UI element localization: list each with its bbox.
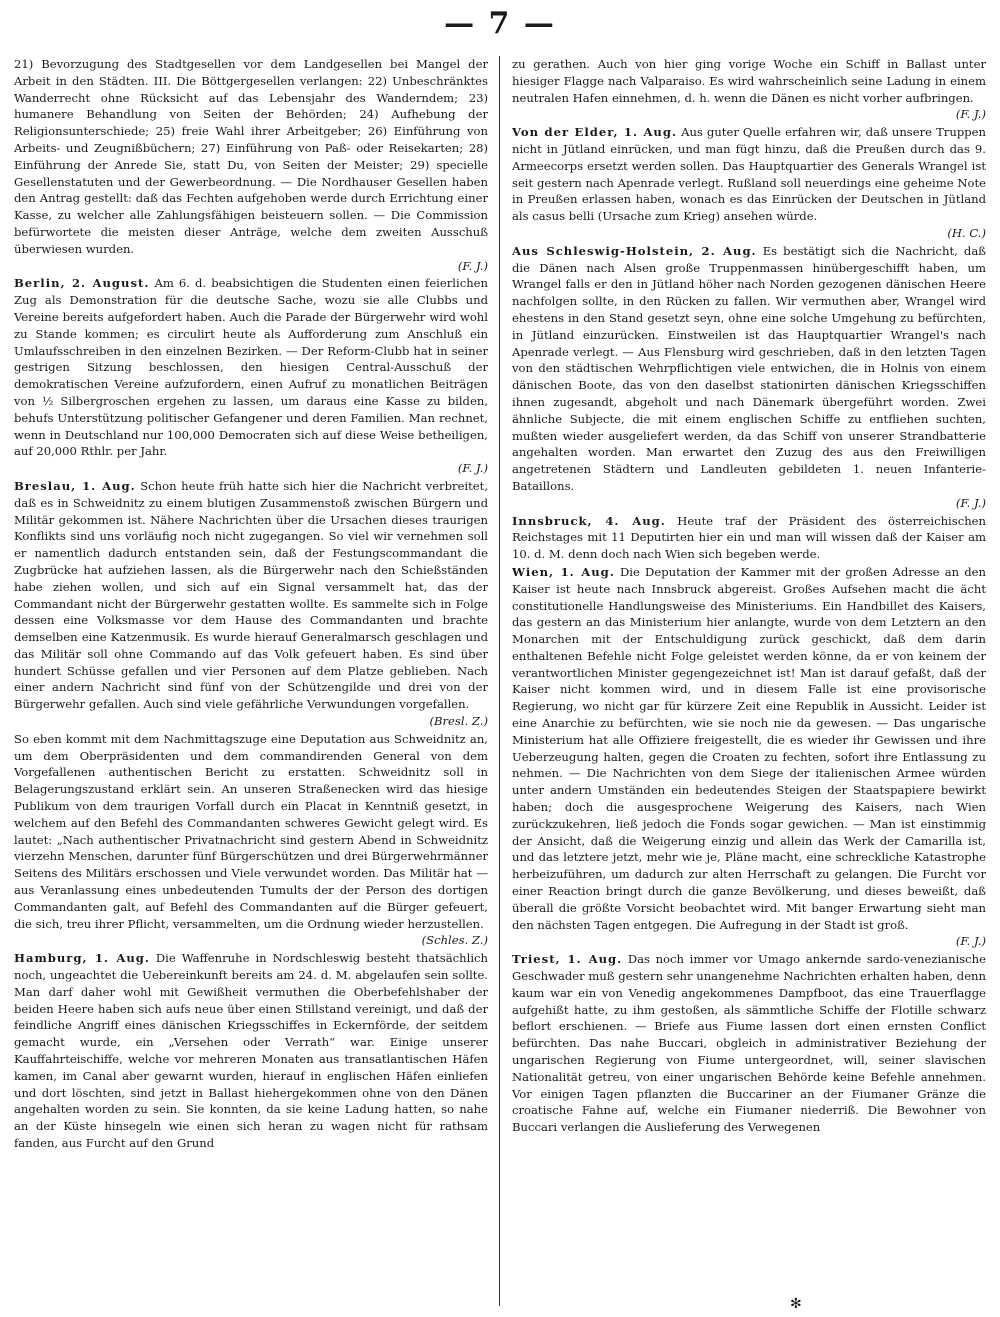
article-dateline: Innsbruck, 4. Aug.	[512, 513, 666, 528]
article-text: So eben kommt mit dem Nachmittagszuge eine Deputation aus Schweidnitz an, um dem Oberpräsidenten und dem commandirenden General von dem Vorgefallenen authentischen Bericht zu erstatten. Schweidnitz soll in Belagerungszustand erklärt sein. An unseren Straßenecken wird das hiesige Publikum von dem traurigen Vorfall durch ein Placat in Kenntniß gesetzt, in welchem auf den Befehl des Commandanten schweres Gewicht gelegt wird. Es lautet: „Nach authentischer Privatnachricht sind gestern Abend in Schweidnitz vierzehn Menschen, darunter fünf Bürgerschützen und drei Bürgerwehrmänner Seitens des Militärs erschossen und Viele verwundet worden. Das Militär hat — aus Veranlassung eines unbedeutenden Tumults der der Person des dortigen Commandanten galt, auf Befehl des Commandanten auf die Bürger gefeuert, die sich, treu ihrer Pflicht, versammelten, um die Ordnung wieder herzustellen.	[14, 731, 488, 931]
article-source: (Bresl. Z.)	[429, 714, 488, 729]
article-text: 21) Bevorzugung des Stadtgesellen vor dem Landgesellen bei Mangel der Arbeit in den Städten. III. Die Böttgergesellen verlangen: 22) Unbeschränktes Wanderrecht ohne Rücksicht auf das Lebensjahr des Wanderndem; 23) humanere Behandlung von Seiten der Behörden; 24) Aufhebung der Religionsunterschiede; 25) freie Wahl ihrer Arbeitgeber; 26) Einführung von Arbeits- und Zeugnißbüchern; 27) Einführung von Paß- oder Reisekarten; 28) Einführung der Anrede Sie, statt Du, von Seiten der Meister; 29) specielle Gesellenstatuten und der Gewerbeordnung. — Die Nordhauser Gesellen haben den Antrag gestellt: daß das Fechten aufgehoben werde durch Errichtung einer Kasse, zu welcher alle Zahlungsfähigen beisteuern sollen. — Die Commission befürwortete die meisten dieser Anträge, welche dem zweiten Ausschuß überwiesen wurden.	[14, 57, 488, 256]
news-article	[14, 275, 488, 477]
news-article	[512, 124, 986, 242]
article-text: zu gerathen. Auch von hier ging vorige Woche ein Schiff in Ballast unter hiesiger Flagge nach Valparaiso. Es wird wahrscheinlich seine Ladung in einem neutralen Hafen einnehmen, d. h. wenn die Dänen es nicht vorher aufbringen.	[512, 57, 986, 105]
article-text: Die Waffenruhe in Nordschleswig besteht thatsächlich noch, ungeachtet die Uebereinkunft bereits am 24. d. M. abgelaufen sein sollte. Man darf daher wohl mit Gewißheit vermuthen die Oberbefehlshaber der beiden Heere haben sich aufs neue über einen Stillstand vereinigt, und daß der feindliche Angriff eines dänischen Kriegsschiffes in Eckernförde, der seitdem gemacht wurde, ein „Versehen oder Verrath“ war. Einige unserer Kauffahrteischiffe, welche vor mehreren Monaten aus transatlantischen Häfen kamen, im Canal aber gewarnt wurden, hierauf in englischen Häfen einliefen und dort löschten, sind jetzt in Ballast hiehergekommen ohne von den Dänen angehalten worden zu sein. Sie konnten, da sie keine Ladung hatten, so nahe an der Küste hinsegeln wie einen sich heran zu wagen nicht für rathsam fanden, aus Furcht auf den Grund	[14, 951, 488, 1150]
news-article	[512, 951, 986, 1136]
article-dateline: Breslau, 1. Aug.	[14, 478, 136, 493]
article-text: Am 6. d. beabsichtigen die Studenten einen feierlichen Zug als Demonstration für die deutsche Sache, wozu sie alle Clubbs und Vereine bereits aufgefordert haben. Auch die Parade der Bürgerwehr wird wohl zu Stande kommen; es circulirt heute als Aufforderung zum Anschluß ein Umlaufsschreiben in den einzelnen Bezirken. — Der Reform-Clubb hat in seiner gestrigen Sitzung beschlossen, den hiesigen Central-Ausschuß der demokratischen Vereine aufzufordern, einen Aufruf zu monatlichen Beiträgen von ½ Silbergroschen ergehen zu lassen, um daraus eine Kasse zu bilden, behufs Unterstützung politischer Gefangener und deren Familien. Man rechnet, wenn in Deutschland nur 100,000 Democraten sich auf diese Weise betheiligen, auf 20,000 Rthlr. per Jahr.	[14, 276, 488, 459]
news-article	[512, 243, 986, 512]
article-dateline: Von der Elder, 1. Aug.	[512, 125, 678, 140]
article-dateline: Triest, 1. Aug.	[512, 952, 623, 967]
news-article	[512, 513, 986, 563]
column-divider	[499, 56, 500, 1306]
article-text: Die Deputation der Kammer mit der großen Adresse an den Kaiser ist heute nach Innsbruck abgereist. Großes Aufsehen macht die ächt constitutionelle Handlungsweise des Ministeriums. Ein Handbillet des Kaisers, das gestern an das Ministerium hier anlangte, wurde von dem Letztern an den Monarchen mit der Entschuldigung zurück geschickt, daß dem darin enthaltenen Befehle nicht Folge geleistet werden könne, da er von keinem der verantwortlichen Minister gegengezeichnet ist! Man ist darauf gefaßt, daß der Kaiser nicht kommen wird, und in diesem Falle ist eine provisorische Regierung, wo nicht gar für kürzere Zeit eine Republik in Aussicht. Leider ist eine Anarchie zu befürchten, wie sie noch nie da gewesen. — Das ungarische Ministerium hat alle Offiziere freigestellt, die es wieder ihr Gewissen und ihre Ueberzeugung halten, gegen die Croaten zu fechten, sofort ihre Entlassung zu nehmen. — Die Nachrichten von dem Siege der italienischen Armee würden unter andern Umständen ein bedeutendes Steigen der Staatspapiere bewirkt haben; doch die ausgesprochene Weigerung des Kaisers, nach Wien zurückzukehren, ließ jedoch die Fonds sogar gewichen. — Man ist einstimmig der Ansicht, daß die Weigerung einzig und allein das Werk der Camarilla ist, und das letztere jetzt, mehr wie je, Pläne macht, eine schreckliche Katastrophe herbeizuführen, um dadurch zur alten Herrschaft zu gelangen. Die Furcht vor einer Reaction bringt durch die ganze Bevölkerung, und dieses beweißt, daß überall die größte Vorsicht beobachtet wird. Mit banger Erwartung sieht man den nächsten Tagen entgegen. Die Aufregung in der Stadt ist groß.	[512, 564, 986, 932]
article-text: Aus guter Quelle erfahren wir, daß unsere Truppen nicht in Jütland einrücken, und man fügt hinzu, daß die Preußen durch das 9. Armeecorps ersetzt werden sollen. Das Hauptquartier des Generals Wrangel ist seit gestern nach Apenrade verlegt. Rußland soll neuerdings eine geheime Note in Preußen erlassen haben, wonach es das Einrücken der Deutschen in Jütland als casus belli (Ursache zum Krieg) ansehen würde.	[512, 125, 986, 224]
news-article	[14, 950, 488, 1152]
article-dateline: Wien, 1. Aug.	[512, 564, 615, 579]
article-source: (F. J.)	[457, 258, 488, 273]
article-source: (F. J.)	[955, 495, 986, 510]
left-column	[14, 56, 488, 1303]
article-text: Heute traf der Präsident des österreichischen Reichstages mit 11 Deputirten hier ein und man will wissen daß der Kaiser am 10. d. M. denn doch nach Wien sich begeben werde.	[512, 513, 986, 562]
article-source: (F. J.)	[955, 934, 986, 949]
ornament-mark: ✻	[790, 1296, 802, 1312]
article-source: (H. C.)	[947, 225, 986, 240]
news-article	[14, 478, 488, 730]
article-source: (F. J.)	[457, 461, 488, 476]
news-article	[14, 56, 488, 274]
right-column	[512, 56, 986, 1303]
article-text: Schon heute früh hatte sich hier die Nachricht verbreitet, daß es in Schweidnitz zu einem blutigen Zusammenstoß zwischen Bürgern und Militär gekommen ist. Nähere Nachrichten über die Ursachen dieses traurigen Konflikts sind uns vorläufig noch nicht zugegangen. So viel wir vernehmen soll er namentlich dadurch entstanden sein, daß der Festungscommandant die Zugbrücke hat aufziehen lassen, als die Bürgerwehr nach den Schießständen habe ziehen wollen, und sich auf ein Signal versammelt hat, das der Commandant nicht der Bürgerwehr gestatten wollte. Es sammelte sich in Folge dessen eine Volksmasse vor dem Hause des Commandanten und brachte demselben eine Katzenmusik. Es wurde hierauf Generalmarsch geschlagen und das Militär soll ohne Commando auf das Volk gefeuert haben. Es sind über hundert Schüsse gefallen und vier Personen auf dem Platze geblieben. Nach einer andern Nachricht sind fünf von der Schützengilde und drei von der Bürgerwehr gefallen. Auch sind viele gefährliche Verwundungen vorgefallen.	[14, 478, 488, 712]
news-article	[14, 731, 488, 949]
article-dateline: Berlin, 2. August.	[14, 276, 150, 291]
article-dateline: Aus Schleswig-Holstein, 2. Aug.	[512, 243, 757, 258]
news-article	[512, 56, 986, 123]
article-text: Das noch immer vor Umago ankernde sardo-venezianische Geschwader muß gestern sehr unangenehme Nachrichten erhalten haben, denn kaum war ein von Venedig angekommenes Dampfboot, das eine Trauerflagge aufgehißt hatte, zu ihm gestoßen, als sämmtliche Schiffe der Flotille schwarz beflort erschienen. — Briefe aus Fiume lassen dort einen ernsten Conflict befürchten. Das nahe Buccari, obgleich in administrativer Beziehung der ungarischen Regierung von Fiume untergeordnet, will, seiner slavischen Nationalität getreu, von einer ungarischen Behörde keine Befehle annehmen. Vor einigen Tagen pflanzten die Buccariner an der Fiumaner Gränze die croatische Fahne auf, welche ein Fiumaner niederriß. Die Bewohner von Buccari verlangen die Auslieferung des Verwegenen	[512, 952, 986, 1135]
article-text: Es bestätigt sich die Nachricht, daß die Dänen nach Alsen große Truppenmassen hinübergeschifft haben, um Wrangel falls er den in Jütland höher nach Norden gezogenen dänischen Heere nachfolgen sollte, in den Rücken zu fallen. Wir vermuthen aber, Wrangel wird ehestens in den Stand gesetzt seyn, ohne eine solche Umgehung zu befürchten, in Jütland einzurücken. Einstweilen ist das Hauptquartier Wrangel's nach Apenrade verlegt. — Aus Flensburg wird geschrieben, daß in den letzten Tagen von den städtischen Wehrpflichtigen viele entwichen, die in Holnis von einem dänischen Boote, das von den daselbst stationirten dänischen Kriegsschiffen ihnen zugesandt, abgeholt und nach Dänemark übergeführt worden. Zwei ähnliche Subjecte, die mit einem englischen Schiffe zu entfliehen suchten, mußten wieder ausgeliefert werden, da das Schiff von unserer Strandbatterie angehalten worden. Man erwartet den Zuzug des aus den Freiwilligen angetretenen Städtern und Landleuten gebildeten 1. neuen Infanterie-Bataillons.	[512, 243, 986, 493]
page-number: — 7 —	[444, 6, 556, 41]
article-source: (F. J.)	[955, 107, 986, 122]
news-article	[512, 564, 986, 950]
article-source: (Schles. Z.)	[421, 933, 488, 948]
article-dateline: Hamburg, 1. Aug.	[14, 951, 150, 966]
